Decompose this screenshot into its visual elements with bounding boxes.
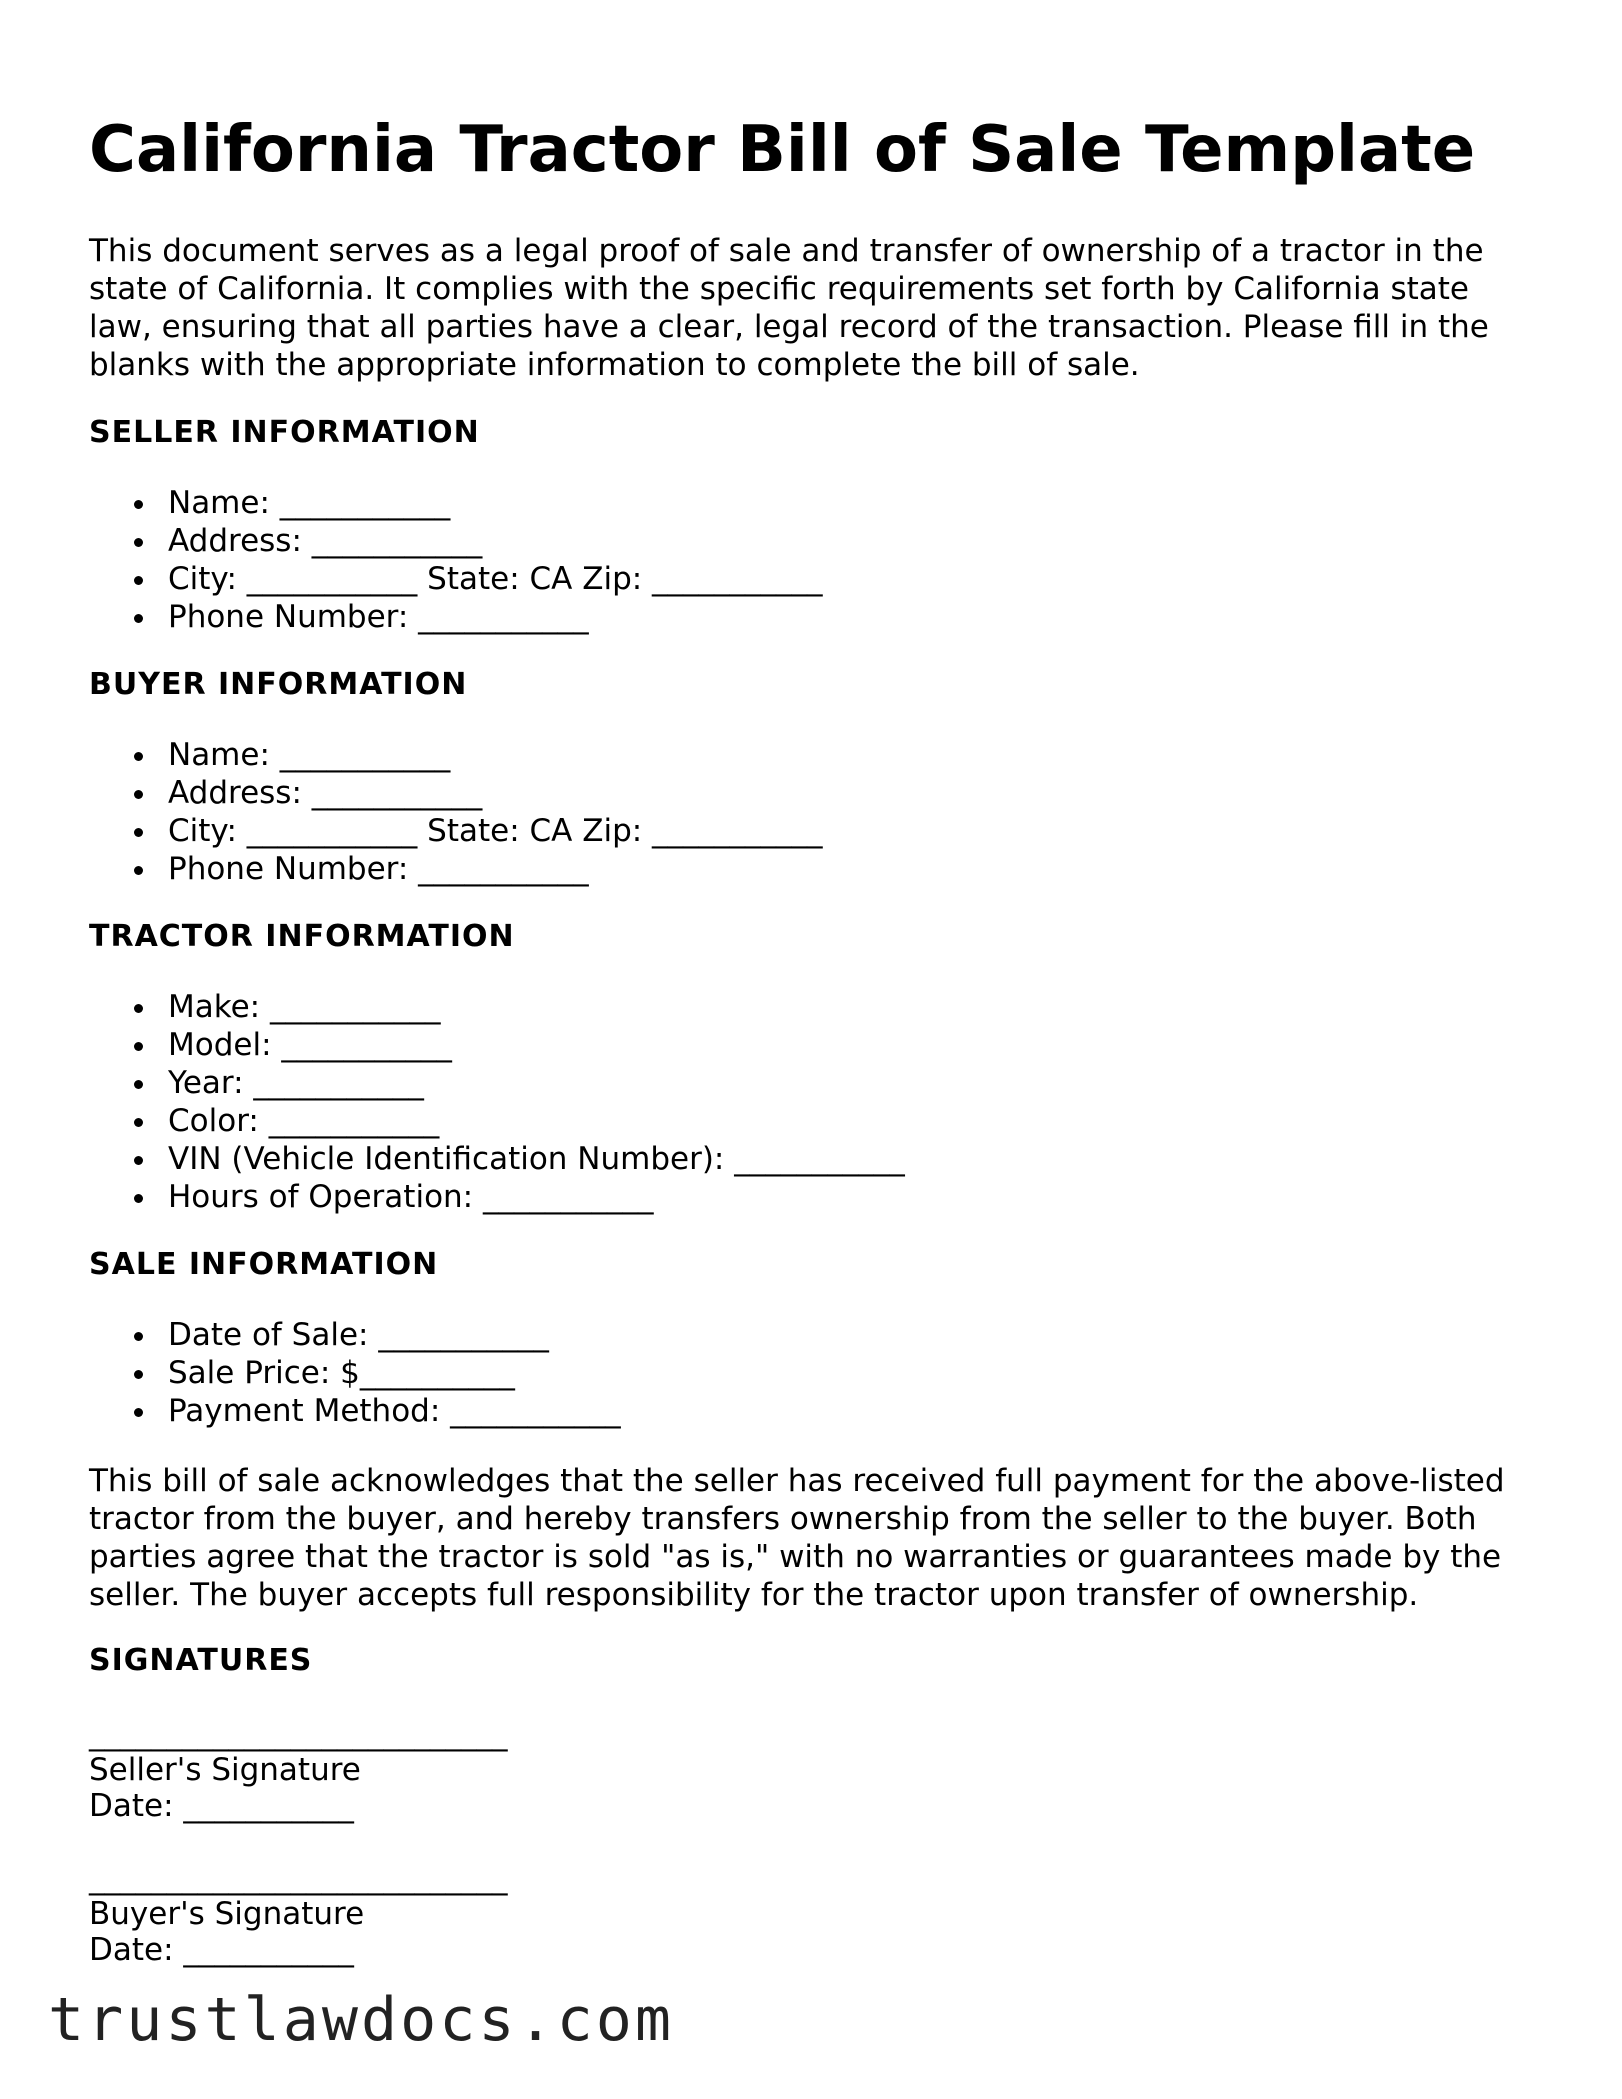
seller-address-field: Address: ___________ bbox=[89, 522, 823, 560]
tractor-vin-field: VIN (Vehicle Identification Number): ___________ bbox=[89, 1140, 905, 1178]
seller-name-field: Name: ___________ bbox=[89, 484, 823, 522]
seller-signature-block bbox=[89, 1716, 508, 1824]
buyer-signature-date: Date: ___________ bbox=[89, 1932, 354, 1968]
payment-method-field: Payment Method: ___________ bbox=[89, 1392, 621, 1430]
sale-section-heading: SALE INFORMATION bbox=[89, 1247, 439, 1282]
sale-price-field: Sale Price: $__________ bbox=[89, 1354, 621, 1392]
buyer-signature-label: Buyer's Signature bbox=[89, 1896, 365, 1932]
seller-signature-date: Date: ___________ bbox=[89, 1788, 354, 1824]
buyer-city-state-zip-field: City: ___________ State: CA Zip: ___________ bbox=[89, 812, 823, 850]
document-title: California Tractor Bill of Sale Template bbox=[89, 113, 1476, 187]
signatures-section-heading: SIGNATURES bbox=[89, 1643, 313, 1678]
sale-field-list bbox=[89, 1316, 621, 1430]
seller-section-heading: SELLER INFORMATION bbox=[89, 415, 480, 450]
buyer-signature-block bbox=[89, 1860, 508, 1968]
seller-signature-label: Seller's Signature bbox=[89, 1752, 361, 1788]
tractor-section-heading: TRACTOR INFORMATION bbox=[89, 919, 515, 954]
intro-paragraph: This document serves as a legal proof of sale and transfer of ownership of a tractor in the state of California. It complies with the specific requirements set forth by California state law, ensuring that all parties have a clear, legal record of the transaction. Please fill in the blanks with the appropriate information to complete the bill of sale. bbox=[89, 233, 1489, 383]
watermark-text: trustlawdocs.com bbox=[48, 1985, 674, 2055]
seller-field-list bbox=[89, 484, 823, 636]
buyer-signature-line: ___________________________ bbox=[89, 1860, 508, 1896]
tractor-make-field: Make: ___________ bbox=[89, 988, 905, 1026]
tractor-field-list bbox=[89, 988, 905, 1216]
buyer-name-field: Name: ___________ bbox=[89, 736, 823, 774]
tractor-year-field: Year: ___________ bbox=[89, 1064, 905, 1102]
acknowledgment-paragraph: This bill of sale acknowledges that the seller has received full payment for the above-listed tractor from the buyer, and hereby transfers ownership from the seller to the buyer. Both parties agree that the tractor is sold "as is," with no warranties or guarantees made by the seller. The buyer accepts full responsibility for the tractor upon transfer of ownership. bbox=[89, 1463, 1505, 1613]
seller-city-state-zip-field: City: ___________ State: CA Zip: ___________ bbox=[89, 560, 823, 598]
buyer-phone-field: Phone Number: ___________ bbox=[89, 850, 823, 888]
buyer-address-field: Address: ___________ bbox=[89, 774, 823, 812]
tractor-color-field: Color: ___________ bbox=[89, 1102, 905, 1140]
sale-date-field: Date of Sale: ___________ bbox=[89, 1316, 621, 1354]
tractor-model-field: Model: ___________ bbox=[89, 1026, 905, 1064]
seller-signature-line: ___________________________ bbox=[89, 1716, 508, 1752]
seller-phone-field: Phone Number: ___________ bbox=[89, 598, 823, 636]
buyer-field-list bbox=[89, 736, 823, 888]
tractor-hours-field: Hours of Operation: ___________ bbox=[89, 1178, 905, 1216]
buyer-section-heading: BUYER INFORMATION bbox=[89, 667, 468, 702]
